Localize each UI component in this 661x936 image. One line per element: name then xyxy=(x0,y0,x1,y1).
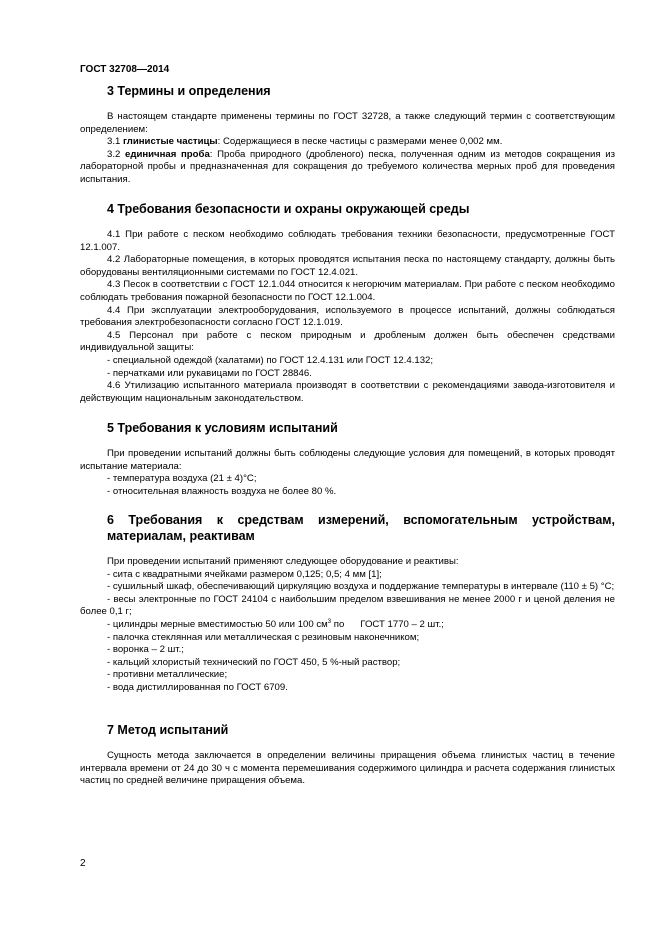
list-item: - кальций хлористый технический по ГОСТ 450, 5 %-ный раствор; xyxy=(107,656,401,668)
page-number: 2 xyxy=(80,858,86,869)
list-item: - палочка стеклянная или металлическая с резиновым наконечником; xyxy=(107,631,420,643)
section-5-title: 5 Требования к условиям испытаний xyxy=(107,421,338,435)
clause-4-4: 4.4 При эксплуатации электрооборудования, используемого в процессе испытаний, должны соблюдаться требования электробезопасности согласно ГОСТ 12.1.019. xyxy=(80,304,615,329)
term-1-definition: : Содержащиеся в песке частицы с размерами менее 0,002 мм. xyxy=(217,136,503,148)
section-6-intro: При проведении испытаний применяют следующее оборудование и реактивы: xyxy=(107,556,459,567)
clause-4-5: 4.5 Персонал при работе с песком природным и дробленым должен быть обеспечен средствами индивидуальной защиты: xyxy=(80,329,615,354)
cylinders-superscript: 3 xyxy=(327,618,332,625)
list-item: - воронка – 2 шт.; xyxy=(107,644,184,656)
document-header: ГОСТ 32708—2014 xyxy=(80,64,170,75)
list-item: - противни металлические; xyxy=(107,669,228,681)
clause-4-1: 4.1 При работе с песком необходимо соблюдать требования техники безопасности, предусмотренные ГОСТ 12.1.007. xyxy=(80,229,615,253)
section-6 xyxy=(80,513,615,695)
clause-4-3: 4.3 Песок в соответствии с ГОСТ 12.1.044 относится к негорючим материалам. При работе с песком необходимо соблюдать требования пожарной безопасности по ГОСТ 12.1.004. xyxy=(80,279,615,303)
term-1-name: глинистые частицы xyxy=(123,136,218,148)
clause-4-6: 4.6 Утилизацию испытанного материала производят в соответствии с рекомендациями завода-изготовителя и действующим национальным законодательством. xyxy=(80,380,615,404)
term-1 xyxy=(80,136,615,149)
clause-4-2: 4.2 Лабораторные помещения, в которых проводятся испытания песка по настоящему стандарту, должны быть оборудованы вентиляционными системами по ГОСТ 12.4.021. xyxy=(80,254,615,278)
section-7-text: Сущность метода заключается в определении величины приращения объема глинистых частиц в течение интервала времени от 24 до 30 ч с момента перемешивания содержимого цилиндра и расчета содержания глинистых частиц по средней величине приращения объема. xyxy=(80,750,615,787)
term-2 xyxy=(80,149,615,187)
section-7 xyxy=(80,722,615,788)
list-item-cylinders xyxy=(80,619,615,632)
list-item: - относительная влажность воздуха не более 80 %. xyxy=(107,485,337,497)
section-3 xyxy=(80,83,615,187)
section-4-title: 4 Требования безопасности и охраны окружающей среды xyxy=(107,202,470,216)
section-7-title: 7 Метод испытаний xyxy=(107,723,229,737)
section-5-intro: При проведении испытаний должны быть соблюдены следующие условия для помещений, в которых проводят испытание материала: xyxy=(80,448,615,472)
list-item: - сита с квадратными ячейками размером 0,125; 0,5; 4 мм [1]; xyxy=(107,568,382,580)
cylinders-text: - цилиндры мерные вместимостью 50 или 100 см xyxy=(107,618,328,630)
list-item: - вода дистиллированная по ГОСТ 6709. xyxy=(107,681,288,693)
section-6-title: 6 Требования к средствам измерений, вспомогательным устройствам, материалам, реактивам xyxy=(107,513,615,543)
list-item: - специальной одеждой (халатами) по ГОСТ 12.4.131 или ГОСТ 12.4.132; xyxy=(107,354,434,366)
cylinders-standard: по ГОСТ 1770 – 2 шт.; xyxy=(331,618,444,630)
term-2-name: единичная проба xyxy=(125,148,210,160)
term-2-definition: : Проба природного (дробленого) песка, полученная одним из методов сокращения из лабораторной пробы и предназначенная для сокращения до требуемого количества мерных проб для проведения испытания. xyxy=(80,148,615,185)
list-item: - перчатками или рукавицами по ГОСТ 28846. xyxy=(107,367,312,379)
list-item: - весы электронные по ГОСТ 24104 с наибольшим пределом взвешивания не менее 2000 г и ценой деления не более 0,1 г; xyxy=(80,593,615,618)
section-4 xyxy=(80,201,615,405)
list-item: - температура воздуха (21 ± 4)°С; xyxy=(107,473,257,485)
section-3-title: 3 Термины и определения xyxy=(107,84,271,98)
term-2-number: 3.2 xyxy=(107,148,126,160)
list-item: - сушильный шкаф, обеспечивающий циркуляцию воздуха и поддержание температуры в интервале (110 ± 5) °С; xyxy=(107,581,615,593)
section-3-intro: В настоящем стандарте применены термины по ГОСТ 32728, а также следующий термин с соответствующим определением: xyxy=(80,111,615,135)
term-1-number: 3.1 xyxy=(107,136,124,148)
section-5 xyxy=(80,420,615,498)
